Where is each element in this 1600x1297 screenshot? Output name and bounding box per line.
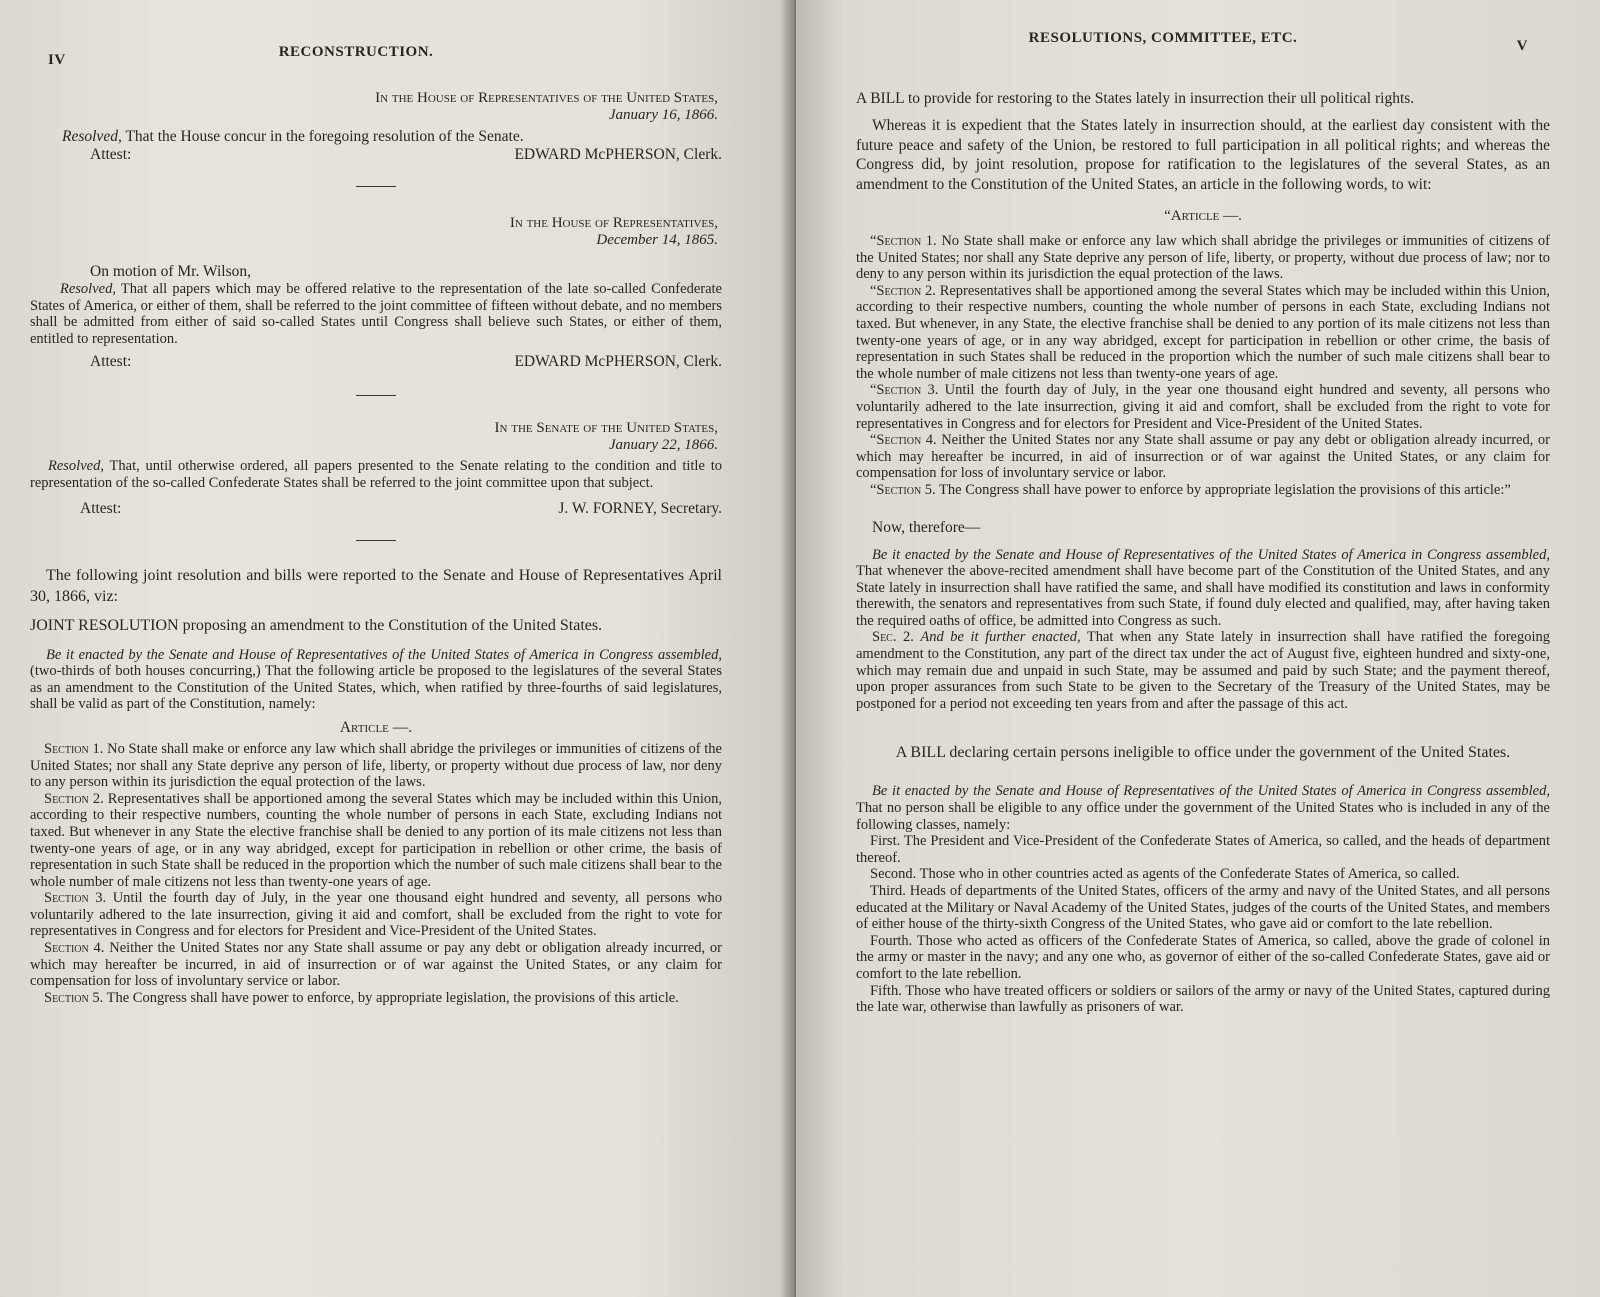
page-number: V	[1516, 38, 1528, 54]
section-5	[30, 990, 722, 1007]
section-text: The Congress shall have power to enforce, by appropriate legislation, the provisions of this article.	[106, 989, 679, 1006]
section-label: “Section 3.	[870, 382, 939, 399]
section-text: Until the fourth day of July, in the year one thousand eight hundred and seventy, all persons who voluntarily adhered to the late insurrection, giving it aid and comfort, shall be excluded from the right to vote for representatives in Congress and for electors for President and Vice-President of the United States.	[30, 890, 723, 940]
attest-label: Attest:	[90, 146, 132, 163]
section-text: No State shall make or enforce any law which shall abridge the privileges or immunities of citizens of the United States; nor shall any State deprive any person of life, liberty, or property without due process of law, nor deny to any person within its jurisdiction the equal protection of the laws.	[30, 740, 722, 791]
house1-attest	[30, 146, 722, 164]
resolved-text: That the House concur in the foregoing resolution of the Senate.	[125, 128, 524, 145]
section-4	[30, 940, 722, 990]
senate-date: January 22, 1866.	[608, 437, 718, 454]
section-label: Section 2.	[44, 790, 104, 807]
quoted-article-sections	[856, 233, 1550, 499]
house1-date: January 16, 1866.	[608, 107, 718, 123]
section-text: Until the fourth day of July, in the year one thousand eight hundred and seventy, all persons who voluntarily adhered to the late insurrection, giving it aid and comfort, shall be excluded from the right to vote for representatives in Congress and for electors for President and Vice-President of the United States.	[856, 382, 1551, 432]
class-second: Second. Those who in other countries acted as agents of the Confederate States of America, so called.	[870, 866, 1460, 883]
now-therefore: Now, therefore—	[872, 518, 981, 536]
house2-resolution	[30, 281, 722, 347]
running-head-title: RECONSTRUCTION.	[278, 44, 434, 60]
section-label: “Section 4.	[870, 432, 937, 449]
bill2-title: A BILL declaring certain persons ineligible to office under the government of the United States.	[895, 744, 1511, 762]
enacting-clause-1	[856, 547, 1550, 630]
resolved-label: Resolved,	[60, 281, 116, 297]
left-running-head	[30, 44, 722, 70]
section-2	[30, 791, 722, 891]
right-page	[796, 0, 1600, 1297]
senate-attest	[30, 500, 722, 518]
resolved-text: That all papers which may be offered relative to the representation of the late so-called Confederate States of America, or either of them, shall be referred to the joint committee of fifteen without debate, and no members shall be admitted from either of said so-called States until Congress shall believe such States, or either of them, entitled to representation.	[30, 281, 722, 347]
class-first: First. The President and Vice-President of the Confederate States of America, so called, and the heads of department thereof.	[856, 833, 1550, 866]
class-fourth: Fourth. Those who acted as officers of the Confederate States of America, so called, above the grade of colonel in the army or master in the navy; and any one who, as governor of either of the so-called Confederate States, gave aid or comfort to the late rebellion.	[856, 932, 1550, 982]
section-label: Section 5.	[44, 989, 104, 1006]
page-number: IV	[48, 52, 66, 68]
section-text: Representatives shall be apportioned among the several States which may be included within this Union, according to their respective numbers, counting the whole number of persons in each State, excluding Indians not taxed. But whenever, in any State, the elective franchise shall be denied to any portion of its male citizens not less than twenty-one years of age, or in any way abridged, except for participation in rebellion or other crime, the basis of representation in such States shall be reduced in the proportion which the number of such male citizens shall bear to the whole number of male citizens not less than twenty-one years of age.	[856, 282, 1551, 382]
section-label: Section 1.	[44, 740, 104, 757]
section-label: Section 4.	[44, 940, 105, 957]
clerk-signature: EDWARD McPHERSON, Clerk.	[514, 353, 722, 371]
attest-label: Attest:	[90, 353, 132, 371]
intro-paragraph: The following joint resolution and bills were reported to the Senate and House of Representatives April 30, 1866, viz:	[30, 566, 722, 605]
left-page	[0, 0, 792, 1297]
running-head-title: RESOLUTIONS, COMMITTEE, ETC.	[1028, 30, 1298, 46]
joint-resolution-title: JOINT RESOLUTION proposing an amendment to the Constitution of the United States.	[30, 616, 603, 634]
ineligible-classes	[856, 833, 1550, 1016]
enacting-clause	[30, 647, 722, 713]
article-sections	[30, 741, 722, 1007]
enacting-text: (two-thirds of both houses concurring,) That the following article be proposed to the legislatures of the several States as an amendment to the Constitution of the United States, which, when ratified by three-fourths of said legislatures, shall be valid as part of the Constitution, namely:	[30, 663, 722, 713]
house2-attest	[30, 353, 722, 371]
attest-label: Attest:	[80, 499, 122, 517]
quoted-section-4	[856, 432, 1550, 482]
resolved-text: That, until otherwise ordered, all papers presented to the Senate relating to the condition and title to representation of the so-called Confederate States shall be referred to the joint committee upon that subject.	[30, 458, 722, 491]
quoted-section-2	[856, 283, 1550, 383]
house1-heading: In the House of Representatives of the United States,	[375, 90, 718, 106]
whereas-paragraph: Whereas it is expedient that the States lately in insurrection should, at the earliest day consistent with the future peace and safety of the Union, be restored to full participation in all political rights; and whereas the Congress did, by joint resolution, propose for ratification to the legislatures of the several States, as an amendment to the Constitution of the United States, an article in the following words, to wit:	[856, 117, 1550, 193]
senate-heading: In the Senate of the United States,	[494, 420, 718, 437]
section-3	[30, 890, 722, 940]
bill1-title: A BILL to provide for restoring to the States lately in insurrection their ull political rights.	[856, 90, 1415, 107]
enacting-italic: Be it enacted by the Senate and House of Representatives of the United States of America in Congress assembled,	[872, 783, 1550, 800]
resolved-label: Resolved,	[48, 458, 104, 475]
section-label: Section 3.	[44, 890, 107, 907]
sec2-text: That when any State lately in insurrection shall have ratified the foregoing amendment to the Constitution, any part of the direct tax under the act of August five, eighteen hundred and sixty-one, which may remain due and unpaid in such State, may be assumed and paid by such State; and the payment thereof, upon proper assurances from such State to be given to the Secretary of the Treasury of the United States, may be postponed for a period not exceeding ten years from and after the passage of this act.	[856, 629, 1551, 712]
right-running-head	[856, 30, 1550, 56]
house2-heading: In the House of Representatives,	[509, 215, 718, 231]
quoted-section-5	[856, 482, 1550, 499]
clerk-signature: EDWARD McPHERSON, Clerk.	[514, 146, 722, 163]
house1-resolution	[30, 128, 722, 146]
section-text: No State shall make or enforce any law which shall abridge the privileges or immunities of citizens of the United States; nor shall any State deprive any person of life, liberty, or property, without due process of law; nor to deny to any person within its jurisdiction the equal protection of the laws.	[856, 233, 1550, 283]
senate-resolution	[30, 458, 722, 491]
section-2-further-enacted	[856, 629, 1550, 712]
sec2-italic: And be it further enacted,	[920, 629, 1081, 646]
resolved-label: Resolved,	[62, 128, 122, 145]
sec2-label: Sec. 2.	[872, 629, 914, 646]
class-fifth: Fifth. Those who have treated officers or soldiers or sailors of the army or navy of the United States, captured during the late war, otherwise than lawfully as prisoners of war.	[856, 982, 1550, 1016]
secretary-signature: J. W. FORNEY, Secretary.	[558, 499, 722, 517]
enacting-clause-2	[856, 783, 1550, 833]
enacting-text: That whenever the above-recited amendment shall have become part of the Constitution of the United States, and any State lately in insurrection shall have ratified the same, and shall have modified its constitution and laws in conformity therewith, the senators and representatives from such State, if found duly elected and qualified, may, after having taken the required oaths of office, be admitted into Congress as such.	[856, 563, 1550, 629]
section-text: Neither the United States nor any State shall assume or pay any debt or obligation already incurred, or which may hereafter be incurred, in aid of insurrection or of war against the United States, or any claim for compensation for loss of involuntary service or labor.	[30, 940, 722, 990]
section-1	[30, 741, 722, 791]
quoted-section-3	[856, 382, 1550, 432]
quoted-section-1	[856, 233, 1550, 283]
enacting-italic: Be it enacted by the Senate and House of Representatives of the United States of America in Congress assembled,	[872, 546, 1550, 563]
article-heading: “Article —.	[1164, 208, 1242, 224]
house2-motion: On motion of Mr. Wilson,	[90, 263, 251, 280]
section-text: Neither the United States nor any State shall assume or pay any debt or obligation already incurred, or which may hereafter be incurred, in aid of insurrection or of war against the United States, or any claim for compensation for loss of involuntary service or labor.	[856, 432, 1550, 482]
enacting-italic: Be it enacted by the Senate and House of Representatives of the United States of America in Congress assembled,	[46, 646, 722, 663]
section-text: Representatives shall be apportioned among the several States which may be included within this Union, according to their respective numbers, counting the whole number of persons in each State, excluding Indians not taxed. But whenever in any State the elective franchise shall be denied to any portion of its male citizens not less than twenty-one years of age, or in any way abridged, except for participation in rebellion or other crime, the basis of representation in such State shall be reduced in the proportion which the number of such male citizens shall bear to the whole number of male citizens not less than twenty-one years of age.	[30, 790, 722, 890]
section-label: “Section 2.	[870, 282, 936, 299]
section-text: The Congress shall have power to enforce by appropriate legislation the provisions of this article:”	[939, 481, 1511, 498]
enacting-text: That no person shall be eligible to any office under the government of the United States who is included in any of the following classes, namely:	[856, 800, 1550, 833]
house2-date: December 14, 1865.	[596, 232, 718, 248]
class-third: Third. Heads of departments of the United States, officers of the army and navy of the United States, and all persons educated at the Military or Naval Academy of the United States, judges of the courts of the United States, and members of either house of the thirty-sixth Congress of the United States, who gave aid or comfort to the late rebellion.	[856, 883, 1550, 933]
article-heading: Article —.	[339, 718, 413, 736]
section-label: “Section 1.	[870, 233, 937, 249]
section-label: “Section 5.	[870, 481, 936, 498]
